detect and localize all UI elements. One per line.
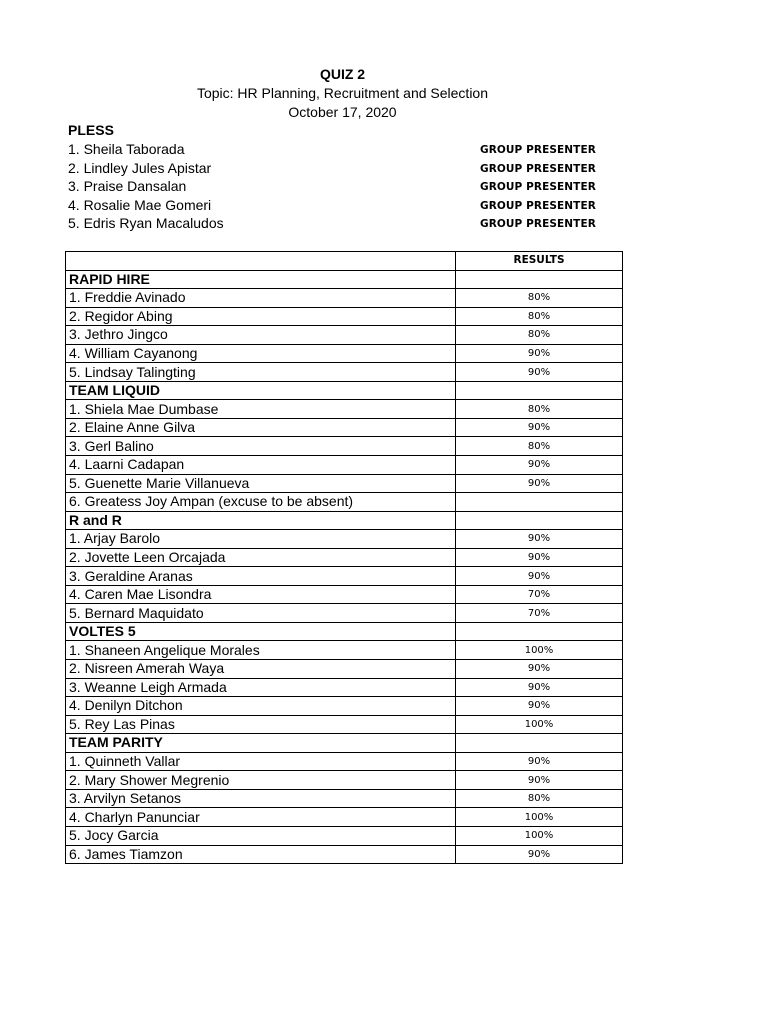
student-result: 90% xyxy=(456,660,623,679)
student-name: 3. Arvilyn Setanos xyxy=(66,789,456,808)
member-name: 2. Lindley Jules Apistar xyxy=(68,159,212,176)
group-name: RAPID HIRE xyxy=(66,270,456,289)
group-name: VOLTES 5 xyxy=(66,622,456,641)
group-name: R and R xyxy=(66,511,456,530)
student-result: 100% xyxy=(456,826,623,845)
student-name: 5. Rey Las Pinas xyxy=(66,715,456,734)
student-result: 80% xyxy=(456,307,623,326)
table-row xyxy=(66,548,623,567)
student-name: 5. Lindsay Talingting xyxy=(66,363,456,382)
member-name: 3. Praise Dansalan xyxy=(68,178,187,195)
table-row xyxy=(66,400,623,419)
student-name: 6. Greatess Joy Ampan (excuse to be absent) xyxy=(66,493,456,512)
student-result: 80% xyxy=(456,326,623,345)
student-name: 1. Shaneen Angelique Morales xyxy=(66,641,456,660)
member-role: GROUP PRESENTER xyxy=(480,199,596,212)
member-role: GROUP PRESENTER xyxy=(480,162,596,175)
pless-member-row xyxy=(68,215,598,234)
student-result: 90% xyxy=(456,456,623,475)
table-row xyxy=(66,344,623,363)
student-result: 90% xyxy=(456,344,623,363)
student-name: 3. Jethro Jingco xyxy=(66,326,456,345)
student-result: 100% xyxy=(456,715,623,734)
student-name: 5. Bernard Maquidato xyxy=(66,604,456,623)
student-name: 3. Weanne Leigh Armada xyxy=(66,678,456,697)
group-row xyxy=(66,270,623,289)
table-row xyxy=(66,752,623,771)
student-result: 90% xyxy=(456,548,623,567)
student-name: 4. Laarni Cadapan xyxy=(66,456,456,475)
table-row xyxy=(66,641,623,660)
group-result-cell xyxy=(456,622,623,641)
table-row xyxy=(66,604,623,623)
student-result: 80% xyxy=(456,400,623,419)
quiz-title: QUIZ 2 xyxy=(319,66,366,82)
student-result: 80% xyxy=(456,437,623,456)
student-result: 70% xyxy=(456,585,623,604)
student-name: 1. Quinneth Vallar xyxy=(66,752,456,771)
student-result xyxy=(456,493,623,512)
table-row xyxy=(66,660,623,679)
student-name: 2. Regidor Abing xyxy=(66,307,456,326)
table-row xyxy=(66,289,623,308)
table-row xyxy=(66,437,623,456)
student-name: 5. Jocy Garcia xyxy=(66,826,456,845)
member-name: 5. Edris Ryan Macaludos xyxy=(68,215,224,232)
group-row xyxy=(66,381,623,400)
student-name: 2. Nisreen Amerah Waya xyxy=(66,660,456,679)
student-result: 90% xyxy=(456,845,623,864)
member-role: GROUP PRESENTER xyxy=(480,144,596,156)
student-result: 100% xyxy=(456,808,623,827)
student-name: 4. Caren Mae Lisondra xyxy=(66,585,456,604)
student-result: 80% xyxy=(456,289,623,308)
table-row xyxy=(66,493,623,512)
table-row xyxy=(66,567,623,586)
student-result: 80% xyxy=(456,789,623,808)
group-name: TEAM LIQUID xyxy=(66,381,456,400)
student-result: 70% xyxy=(456,604,623,623)
student-result: 90% xyxy=(456,474,623,493)
member-role: GROUP PRESENTER xyxy=(480,181,596,194)
student-result: 90% xyxy=(456,363,623,382)
student-result: 90% xyxy=(456,418,623,437)
student-result: 100% xyxy=(456,641,623,660)
results-table xyxy=(65,251,623,864)
table-row xyxy=(66,789,623,808)
pless-member-row xyxy=(68,160,598,179)
table-row xyxy=(66,326,623,345)
student-name: 2. Jovette Leen Orcajada xyxy=(66,548,456,567)
pless-member-row xyxy=(68,178,598,197)
student-name: 3. Geraldine Aranas xyxy=(66,567,456,586)
student-result: 90% xyxy=(456,752,623,771)
student-name: 4. Charlyn Panunciar xyxy=(66,808,456,827)
table-row xyxy=(66,456,623,475)
student-result: 90% xyxy=(456,530,623,549)
group-name: TEAM PARITY xyxy=(66,734,456,753)
student-result: 90% xyxy=(456,567,623,586)
table-row xyxy=(66,678,623,697)
student-name: 4. William Cayanong xyxy=(66,344,456,363)
table-row xyxy=(66,585,623,604)
pless-member-row xyxy=(68,197,598,216)
student-name: 2. Elaine Anne Gilva xyxy=(66,418,456,437)
table-row xyxy=(66,808,623,827)
student-name: 4. Denilyn Ditchon xyxy=(66,697,456,716)
results-header: RESULTS xyxy=(456,252,623,271)
table-row xyxy=(66,474,623,493)
student-result: 90% xyxy=(456,697,623,716)
student-result: 90% xyxy=(456,771,623,790)
group-result-cell xyxy=(456,511,623,530)
member-role: GROUP PRESENTER xyxy=(480,218,596,231)
table-row xyxy=(66,363,623,382)
header-name-cell xyxy=(66,252,456,271)
results-header-row xyxy=(66,252,623,271)
member-name: 1. Sheila Taborada xyxy=(68,141,185,157)
group-row xyxy=(66,511,623,530)
student-name: 2. Mary Shower Megrenio xyxy=(66,771,456,790)
table-row xyxy=(66,418,623,437)
table-row xyxy=(66,307,623,326)
quiz-topic: Topic: HR Planning, Recruitment and Selection xyxy=(196,85,489,101)
quiz-date: October 17, 2020 xyxy=(288,104,397,120)
student-name: 1. Shiela Mae Dumbase xyxy=(66,400,456,419)
pless-member-row xyxy=(68,141,598,160)
member-name: 4. Rosalie Mae Gomeri xyxy=(68,196,212,213)
student-name: 5. Guenette Marie Villanueva xyxy=(66,474,456,493)
group-result-cell xyxy=(456,381,623,400)
group-row xyxy=(66,622,623,641)
student-name: 1. Freddie Avinado xyxy=(66,289,456,308)
student-result: 90% xyxy=(456,678,623,697)
table-row xyxy=(66,845,623,864)
student-name: 6. James Tiamzon xyxy=(66,845,456,864)
table-row xyxy=(66,826,623,845)
table-row xyxy=(66,715,623,734)
table-row xyxy=(66,771,623,790)
student-name: 3. Gerl Balino xyxy=(66,437,456,456)
pless-group-title: PLESS xyxy=(68,122,114,138)
group-result-cell xyxy=(456,270,623,289)
group-result-cell xyxy=(456,734,623,753)
table-row xyxy=(66,530,623,549)
student-name: 1. Arjay Barolo xyxy=(66,530,456,549)
group-row xyxy=(66,734,623,753)
table-row xyxy=(66,697,623,716)
